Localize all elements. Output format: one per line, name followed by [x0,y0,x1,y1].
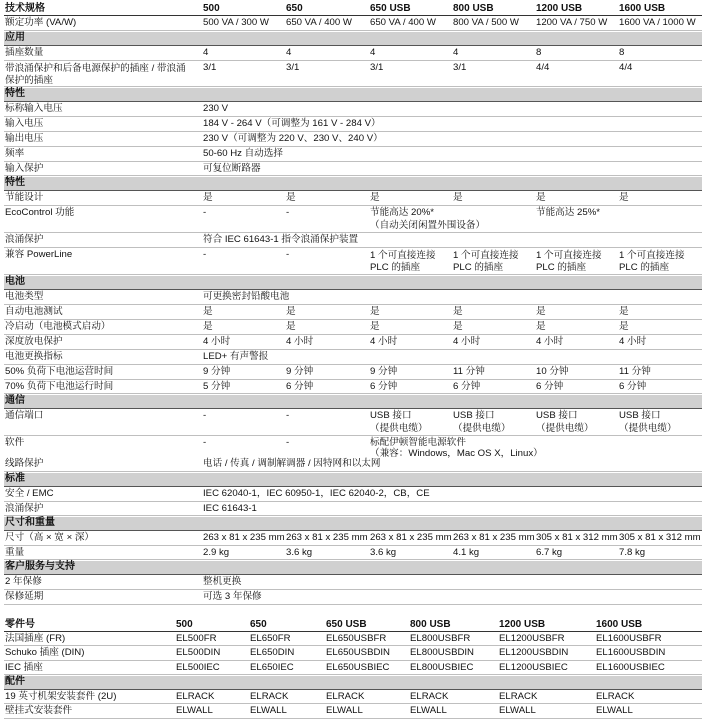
cell: （提供电缆） [453,423,511,434]
cell: EL1600USBIEC [596,662,665,673]
cell: 3.6 kg [286,547,313,558]
cell: EL650USBFR [326,633,387,644]
cell: 1 个可直接连接 PLC 的插座 [453,250,519,273]
section-accessories [4,676,702,690]
cell: 263 x 81 x 235 mm [453,532,535,543]
cell: 1 个可直接连接 PLC 的插座 [370,250,436,273]
row-surge-standard [4,503,702,516]
cell: 3/1 [203,62,217,73]
cell: EL650IEC [250,662,294,673]
row-label: 19 英寸机架安装套件 (2U) [5,691,117,702]
col-header-650: 650 [286,3,303,14]
row-frequency [4,148,702,162]
row-input-protection [4,163,702,176]
cell: - [203,437,207,448]
cell: - [203,207,207,218]
cell: 8 [536,47,542,58]
cell: 9 分钟 [286,366,314,377]
spec-header-title: 技术规格 [5,3,45,14]
row-label: 频率 [5,148,25,159]
cell: 230 V [203,103,229,114]
cell: 是 [286,306,296,317]
cell: 4 小时 [370,336,398,347]
cell: ELRACK [596,691,635,702]
row-label: 深度放电保护 [5,336,63,347]
row-label: 安全 / EMC [5,488,54,499]
cell: ELWALL [176,705,213,716]
cell: 4 小时 [619,336,647,347]
cell: 4 [203,47,209,58]
col-header-500: 500 [176,619,193,630]
row-surge-outlets [4,62,702,87]
cell: 6 分钟 [619,381,647,392]
section-title: 配件 [5,676,25,687]
cell: IEC 62040-1，IEC 60950-1，IEC 62040-2，CB，CE [203,488,430,499]
cell: 是 [536,306,546,317]
cell: ELRACK [326,691,365,702]
col-header-1600usb: 1600 USB [619,3,666,14]
cell: 8 [619,47,625,58]
cell: 4/4 [619,62,633,73]
cell: （提供电缆） [536,423,594,434]
cell: 是 [453,306,463,317]
section-title: 客户服务与支持 [5,561,75,572]
cell: 是 [619,321,629,332]
cell: EL500DIN [176,647,221,658]
cell: 263 x 81 x 235 mm [286,532,368,543]
row-software [4,437,702,458]
row-deep-discharge [4,336,702,350]
row-part-din [4,647,702,661]
row-label: 法国插座 (FR) [5,633,66,644]
cell: USB 接口 [536,410,578,421]
ecocontrol-saving-25: 节能高达 25%* [536,207,600,218]
row-label: Schuko 插座 (DIN) [5,647,85,658]
cell: EL650USBIEC [326,662,390,673]
cell: 650 VA / 400 W [286,17,352,28]
row-output-voltage [4,133,702,147]
row-warranty [4,576,702,590]
row-auto-test [4,306,702,320]
row-label: IEC 插座 [5,662,43,673]
row-nominal-input [4,103,702,117]
cell: 是 [536,192,546,203]
row-wall-kit [4,705,702,719]
cell: 1600 VA / 1000 W [619,17,696,28]
cell: 是 [203,306,213,317]
cell: USB 接口 [370,410,412,421]
cell: - [286,437,290,448]
cell: 2.9 kg [203,547,230,558]
cell: EL650DIN [250,647,295,658]
cell: ELRACK [410,691,449,702]
cell: EL1600USBFR [596,633,662,644]
section-features-2 [4,177,702,191]
section-dimensions [4,517,702,531]
cell: ELWALL [250,705,287,716]
row-label: 带浪涌保护和后备电源保护的插座 / 带浪涌保护的插座 [5,63,186,86]
cell: ELRACK [250,691,289,702]
cell: 1 个可直接连接 PLC 的插座 [536,250,602,273]
cell: EL1200USBIEC [499,662,568,673]
section-title: 特性 [5,88,25,99]
section-features-1 [4,88,702,102]
row-rated-power [4,17,702,31]
cell: 800 VA / 500 W [453,17,519,28]
cell: 标配伊顿智能电源软件 [370,437,466,448]
row-label: 保修延期 [5,591,44,602]
row-label: 70% 负荷下电池运行时间 [5,381,114,392]
section-service [4,561,702,575]
row-battery-type [4,291,702,305]
row-label: 线路保护 [5,458,44,469]
cell: 263 x 81 x 235 mm [203,532,285,543]
row-label: 额定功率 (VA/W) [5,17,77,28]
cell: （兼容：Windows，Mac OS X，Linux） [370,448,543,459]
cell: 305 x 81 x 312 mm [619,532,701,543]
cell: 6 分钟 [370,381,398,392]
cell: （提供电缆） [619,423,677,434]
cell: 184 V - 264 V（可调整为 161 V - 284 V） [203,118,381,129]
cell: EL1200USBDIN [499,647,569,658]
row-label: 2 年保修 [5,576,42,587]
cell: 是 [453,192,463,203]
row-label: 电池更换指标 [5,351,63,362]
row-label: 插座数量 [5,47,44,58]
cell: 7.8 kg [619,547,646,558]
cell: - [203,249,207,260]
cell: 5 分钟 [203,381,231,392]
cell: 305 x 81 x 312 mm [536,532,618,543]
cell: 是 [370,321,380,332]
row-label: 输入电压 [5,118,44,129]
cell: 是 [286,321,296,332]
cell: ELRACK [499,691,538,702]
cell: ELWALL [410,705,447,716]
row-dimensions [4,532,702,546]
row-surge-protection [4,234,702,248]
cell: EL800USBFR [410,633,471,644]
row-outlets [4,47,702,61]
col-header-650usb: 650 USB [370,3,411,14]
cell: LED+ 有声警报 [203,351,269,362]
col-header-800usb: 800 USB [410,619,451,630]
cell: ELWALL [596,705,633,716]
cell: 1200 VA / 750 W [536,17,608,28]
cell: 500 VA / 300 W [203,17,269,28]
section-title: 尺寸和重量 [5,517,55,528]
cell: 6 分钟 [536,381,564,392]
cell: EL650USBDIN [326,647,390,658]
cell: 11 分钟 [619,366,651,377]
part-header-row [4,619,702,632]
cell: 4.1 kg [453,547,480,558]
cell: 50-60 Hz 自动选择 [203,148,283,159]
row-weight [4,547,702,560]
section-standards [4,473,702,487]
cell: IEC 61643-1 [203,503,257,514]
ecocontrol-saving-20: 节能高达 20%* [370,207,434,218]
row-label: 标称输入电压 [5,103,63,114]
cell: ELWALL [326,705,363,716]
cell: 10 分钟 [536,366,569,377]
cell: 3/1 [286,62,300,73]
row-warranty-extension [4,591,702,605]
col-header-1200usb: 1200 USB [536,3,583,14]
cell: 可选 3 年保修 [203,591,262,602]
cell: 3.6 kg [370,547,397,558]
cell: 是 [203,192,213,203]
cell: USB 接口 [453,410,495,421]
cell: 3/1 [370,62,384,73]
col-header-500: 500 [203,3,220,14]
cell: 是 [619,306,629,317]
row-cold-start [4,321,702,335]
section-title: 电池 [5,276,25,287]
col-header-800usb: 800 USB [453,3,494,14]
row-label: 通信端口 [5,410,44,421]
cell: 11 分钟 [453,366,485,377]
row-safety [4,488,702,502]
cell: EL500FR [176,633,217,644]
cell: - [286,249,290,260]
cell: 3/1 [453,62,467,73]
cell: 6 分钟 [286,381,314,392]
cell: 是 [453,321,463,332]
row-label: EcoControl 功能 [5,207,75,218]
cell: 650 VA / 400 W [370,17,436,28]
cell: EL800USBDIN [410,647,474,658]
cell: 1 个可直接连接 PLC 的插座 [619,250,685,273]
section-communication [4,395,702,409]
cell: 是 [370,306,380,317]
row-line-protection [4,458,702,472]
cell: 9 分钟 [203,366,231,377]
cell: 6.7 kg [536,547,563,558]
cell: EL1600USBDIN [596,647,666,658]
spec-header-row [4,3,702,16]
cell: 4 小时 [286,336,314,347]
row-label: 输出电压 [5,133,44,144]
row-runtime-70 [4,381,702,394]
section-title: 应用 [5,32,25,43]
cell: 4 小时 [536,336,564,347]
section-battery [4,276,702,290]
ecocontrol-note: （自动关闭闲置外围设备） [370,220,486,231]
row-comm-port [4,410,702,436]
row-label: 浪涌保护 [5,503,44,514]
cell: EL800USBIEC [410,662,474,673]
cell: 4/4 [536,62,550,73]
cell: 整机更换 [203,576,242,587]
cell: - [286,410,290,421]
col-header-1200usb: 1200 USB [499,619,546,630]
row-label: 冷启动（电池模式启动） [5,321,111,332]
row-ecocontrol [4,207,702,233]
cell: 是 [536,321,546,332]
row-energy-design [4,192,702,206]
cell: ELRACK [176,691,215,702]
cell: 4 [370,47,376,58]
cell: 6 分钟 [453,381,481,392]
row-part-iec [4,662,702,675]
col-header-650: 650 [250,619,267,630]
cell: EL500IEC [176,662,220,673]
row-label: 输入保护 [5,163,44,174]
row-label: 自动电池测试 [5,306,63,317]
cell: 263 x 81 x 235 mm [370,532,452,543]
cell: （提供电缆） [370,423,428,434]
row-label: 重量 [5,547,25,558]
cell: 4 [286,47,292,58]
cell: ELWALL [499,705,536,716]
row-runtime-50 [4,366,702,380]
cell: - [286,207,290,218]
cell: USB 接口 [619,410,661,421]
section-title: 特性 [5,177,25,188]
section-title: 标准 [5,473,25,484]
row-part-fr [4,633,702,646]
row-label: 软件 [5,437,25,448]
part-header-title: 零件号 [5,619,35,630]
cell: 是 [203,321,213,332]
col-header-1600usb: 1600 USB [596,619,643,630]
cell: 是 [619,192,629,203]
row-powerline [4,249,702,275]
cell: 9 分钟 [370,366,398,377]
row-input-voltage [4,118,702,132]
row-battery-indicator [4,351,702,365]
cell: 是 [370,192,380,203]
row-label: 尺寸（高 × 宽 × 深） [5,532,95,543]
row-label: 电池类型 [5,291,44,302]
row-label: 50% 负荷下电池运营时间 [5,366,114,377]
row-label: 浪涌保护 [5,234,44,245]
row-label: 节能设计 [5,192,44,203]
cell: 4 小时 [203,336,231,347]
section-application [4,32,702,46]
cell: 可复位断路器 [203,163,261,174]
cell: 4 小时 [453,336,481,347]
cell: EL1200USBFR [499,633,565,644]
cell: 符合 IEC 61643-1 指令浪涌保护装置 [203,234,359,245]
row-label: 壁挂式安装套件 [5,705,73,716]
cell: 4 [453,47,459,58]
cell: 电话 / 传真 / 调制解调器 / 因特网和以太网 [203,458,381,469]
cell: EL650FR [250,633,291,644]
cell: 可更换密封铅酸电池 [203,291,290,302]
section-title: 通信 [5,395,25,406]
cell: 230 V（可调整为 220 V、230 V、240 V） [203,133,383,144]
cell: 是 [286,192,296,203]
row-label: 兼容 PowerLine [5,249,73,260]
row-rack-kit [4,691,702,704]
cell: - [203,410,207,421]
col-header-650usb: 650 USB [326,619,367,630]
